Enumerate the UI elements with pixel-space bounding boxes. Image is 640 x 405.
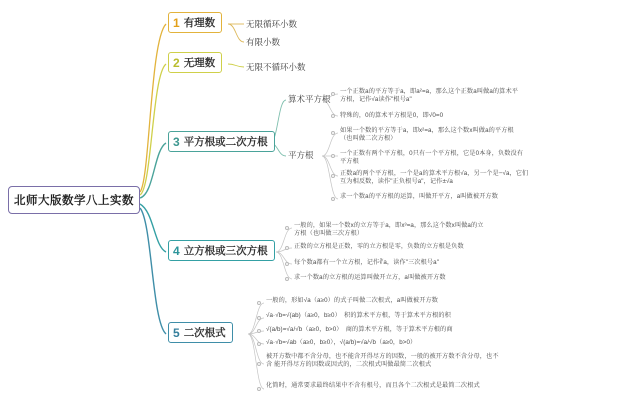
branch-3-child-2[interactable] xyxy=(288,150,314,161)
bullet-icon xyxy=(257,301,261,305)
branch-3-child-1-detail-2: 特殊的，0的算术平方根是0，即√0=0 xyxy=(340,112,444,119)
branch-5-detail-4: √a·√b=√ab（a≥0，b≥0），√(a/b)=√a/√b（a≥0，b>0） xyxy=(266,339,417,346)
bullet-icon xyxy=(257,387,261,391)
bullet-icon xyxy=(257,342,261,346)
branch-3-child-1-label: 算术平方根 xyxy=(288,94,331,104)
branch-2-child-1[interactable] xyxy=(246,62,306,73)
branch-title-3: 平方根或二次方根 xyxy=(183,136,268,148)
branch-number-1: 1 xyxy=(173,15,180,30)
bullet-icon xyxy=(331,154,335,158)
branch-3-child-1-detail-1: 一个正数a的平方等于a，即a²=a，那么这个正数a叫做a的算术平方根，记作√a读作"根号a" xyxy=(340,88,519,104)
branch-4-detail-2: 正数的立方根是正数，零的立方根是零，负数的立方根是负数 xyxy=(294,243,464,250)
branch-1-child-2-label: 有限小数 xyxy=(246,37,281,47)
bullet-icon xyxy=(285,277,289,281)
bullet-icon xyxy=(331,92,335,96)
branch-number-5: 5 xyxy=(173,325,180,340)
branch-4-detail-4: 求一个数a的立方根的运算叫做开立方，a叫做被开方数 xyxy=(294,274,446,281)
bullet-icon xyxy=(285,246,289,250)
bullet-icon xyxy=(285,226,289,230)
branch-node-1[interactable] xyxy=(168,12,222,33)
branch-3-child-2-label: 平方根 xyxy=(288,150,314,160)
branch-3-child-2-detail-2: 一个正数有两个平方根，0只有一个平方根，它是0本身，负数没有平方根 xyxy=(340,150,524,166)
branch-5-detail-3: √(a/b)=√a/√b（a≥0，b>0） 商的算术平方根，等于算术平方根的商 xyxy=(266,326,453,333)
bullet-icon xyxy=(257,362,261,366)
bullet-icon xyxy=(331,174,335,178)
mindmap-root-node[interactable] xyxy=(8,186,140,214)
bullet-icon xyxy=(257,316,261,320)
branch-5-detail-2: √a·√b=√(ab)（a≥0，b≥0） 积的算术平方根，等于算术平方根的积 xyxy=(266,312,451,319)
branch-3-child-2-detail-4: 求一个数a的平方根的运算，叫做开平方，a叫做被开方数 xyxy=(340,193,498,200)
branch-title-5: 二次根式 xyxy=(183,327,226,339)
branch-number-4: 4 xyxy=(173,243,180,258)
branch-4-detail-1: 一般的，如果一个数x的立方等于a，即x³=a，那么这个数x叫做a的立方根（也叫做三次方根） xyxy=(294,222,484,238)
branch-title-2: 无理数 xyxy=(183,57,216,69)
bullet-icon xyxy=(331,197,335,201)
branch-5-detail-5: 被开方数中都不含分母，也不能含开得尽方的因数，一般的被开方数不含分母，也不含 能开得尽方的因数或因式的，二次根式叫做最简二次根式 xyxy=(266,353,499,369)
branch-2-child-1-label: 无限不循环小数 xyxy=(246,62,306,72)
branch-node-2[interactable] xyxy=(168,52,222,73)
branch-node-3[interactable] xyxy=(168,131,275,152)
branch-number-2: 2 xyxy=(173,55,180,70)
branch-title-1: 有理数 xyxy=(183,17,216,29)
branch-5-detail-6: 化简时，通常要求最终结果中不含有根号，而且各个二次根式是最简二次根式 xyxy=(266,382,480,389)
root-label: 北师大版数学八上实数 xyxy=(14,195,134,207)
branch-5-detail-1: 一般的，形如√a（a≥0）的式子叫做二次根式，a叫做被开方数 xyxy=(266,297,439,304)
branch-3-child-1[interactable] xyxy=(288,94,331,105)
branch-3-child-2-detail-3: 正数a的两个平方根，一个是a的算术平方根√a，另一个是−√a，它们互为相反数，读作"正负根号a"，记作±√a xyxy=(340,170,529,186)
branch-1-child-2[interactable] xyxy=(246,37,280,48)
bullet-icon xyxy=(331,114,335,118)
branch-4-detail-3: 每个数a都有一个立方根，记作∛a，读作"三次根号a" xyxy=(294,259,440,266)
bullet-icon xyxy=(331,131,335,135)
branch-number-3: 3 xyxy=(173,134,180,149)
bullet-icon xyxy=(285,262,289,266)
bullet-icon xyxy=(257,329,261,333)
branch-1-child-1-label: 无限循环小数 xyxy=(246,19,298,29)
branch-node-4[interactable] xyxy=(168,240,275,261)
branch-node-5[interactable] xyxy=(168,322,233,343)
branch-title-4: 立方根或三次方根 xyxy=(183,245,268,257)
branch-1-child-1[interactable] xyxy=(246,19,297,30)
branch-3-child-2-detail-1: 如果一个数的平方等于a，即x²=a，那么这个数x叫做a的平方根（也叫做二次方根） xyxy=(340,127,514,143)
